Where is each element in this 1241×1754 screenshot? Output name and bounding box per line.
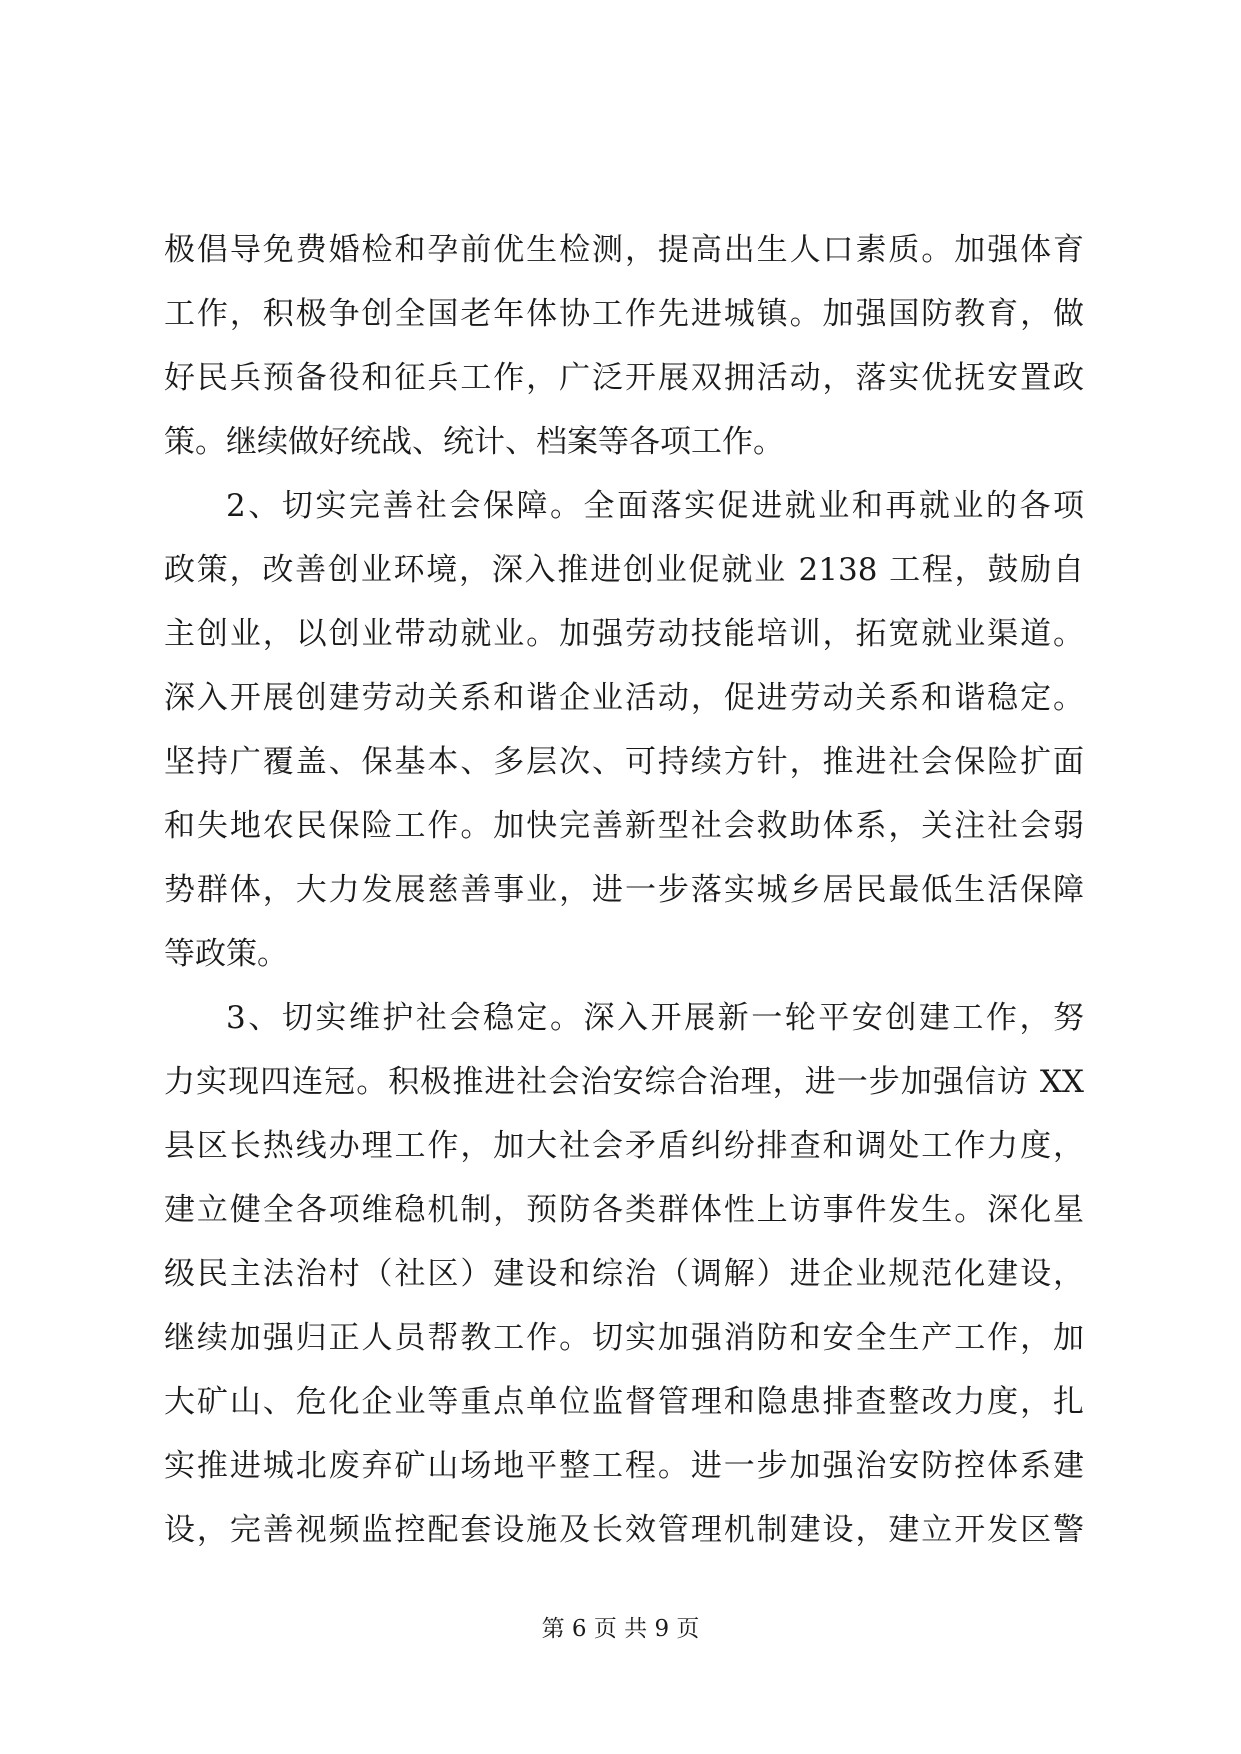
text-line: 极倡导免费婚检和孕前优生检测，提高出生人口素质。加强体育 <box>164 232 1084 268</box>
text-line: 2、切实完善社会保障。全面落实促进就业和再就业的各项 <box>226 488 1084 524</box>
document-body <box>164 218 1084 1562</box>
text-line: 主创业，以创业带动就业。加强劳动技能培训，拓宽就业渠道。 <box>164 616 1084 652</box>
text-line: 继续加强归正人员帮教工作。切实加强消防和安全生产工作，加 <box>164 1320 1084 1356</box>
text-line: 政策，改善创业环境，深入推进创业促就业 2138 工程，鼓励自 <box>164 552 1084 588</box>
text-line: 工作，积极争创全国老年体协工作先进城镇。加强国防教育，做 <box>164 296 1084 332</box>
paragraph-1 <box>164 218 1084 474</box>
text-line: 3、切实维护社会稳定。深入开展新一轮平安创建工作，努 <box>226 1000 1084 1036</box>
text-line: 深入开展创建劳动关系和谐企业活动，促进劳动关系和谐稳定。 <box>164 680 1084 716</box>
text-line: 等政策。 <box>164 936 288 972</box>
paragraph-3 <box>164 986 1084 1562</box>
paragraph-2 <box>164 474 1084 986</box>
text-line: 设，完善视频监控配套设施及长效管理机制建设，建立开发区警 <box>164 1512 1084 1548</box>
page-number-footer: 第 6 页 共 9 页 <box>541 1616 700 1642</box>
text-line: 县区长热线办理工作，加大社会矛盾纠纷排查和调处工作力度， <box>164 1128 1084 1164</box>
text-line: 实推进城北废弃矿山场地平整工程。进一步加强治安防控体系建 <box>164 1448 1084 1484</box>
text-line: 和失地农民保险工作。加快完善新型社会救助体系，关注社会弱 <box>164 808 1084 844</box>
text-line: 级民主法治村（社区）建设和综治（调解）进企业规范化建设， <box>164 1256 1084 1292</box>
text-line: 好民兵预备役和征兵工作，广泛开展双拥活动，落实优抚安置政 <box>164 360 1084 396</box>
text-line: 大矿山、危化企业等重点单位监督管理和隐患排查整改力度，扎 <box>164 1384 1084 1420</box>
text-line: 建立健全各项维稳机制，预防各类群体性上访事件发生。深化星 <box>164 1192 1084 1228</box>
text-line: 势群体，大力发展慈善事业，进一步落实城乡居民最低生活保障 <box>164 872 1084 908</box>
text-line: 坚持广覆盖、保基本、多层次、可持续方针，推进社会保险扩面 <box>164 744 1084 780</box>
text-line: 力实现四连冠。积极推进社会治安综合治理，进一步加强信访 XX <box>164 1064 1084 1100</box>
text-line: 策。继续做好统战、统计、档案等各项工作。 <box>164 424 784 460</box>
